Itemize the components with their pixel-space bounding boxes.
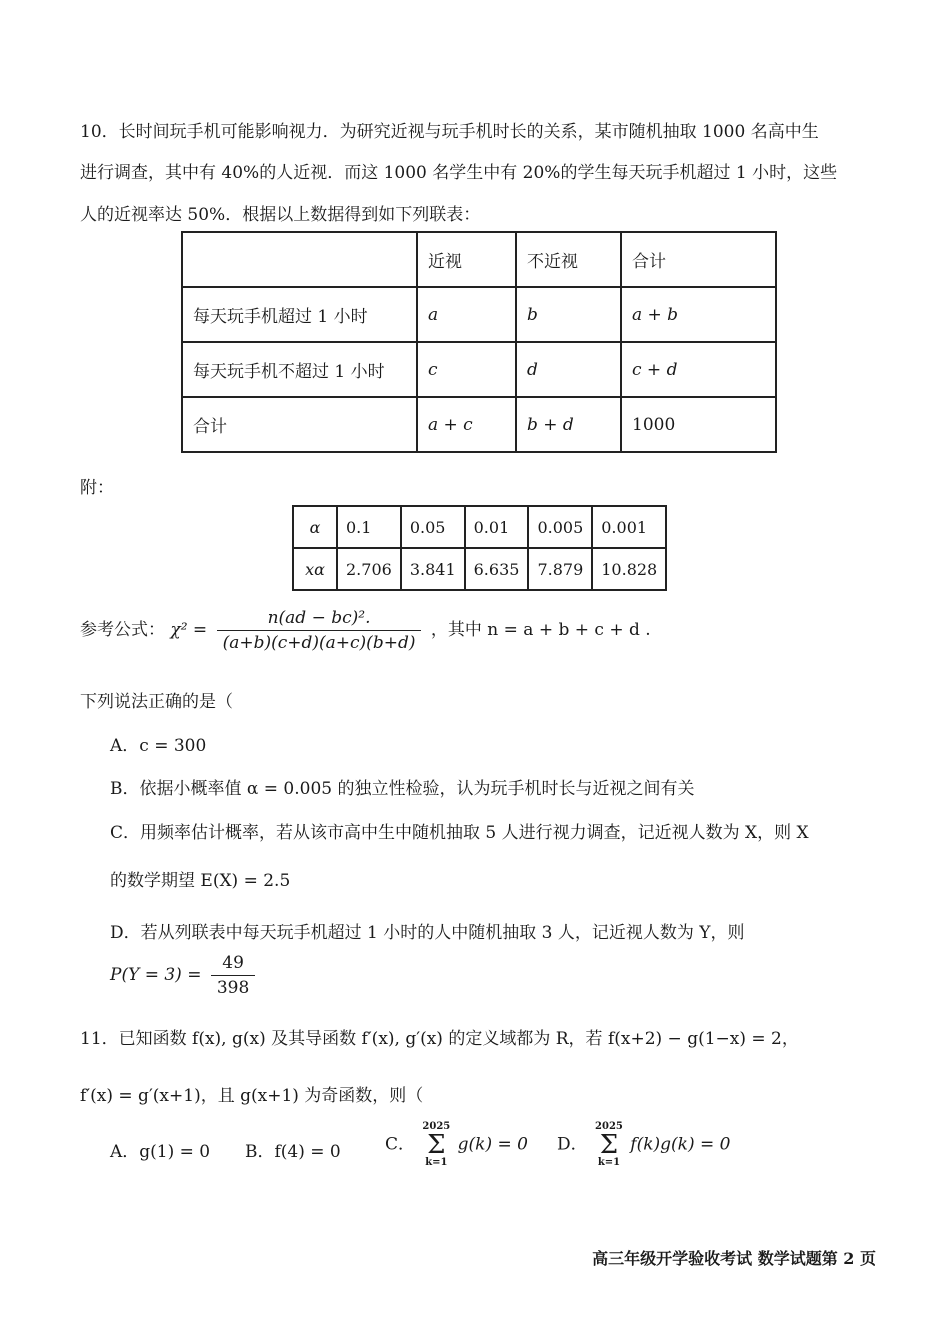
table-cell (182, 232, 417, 287)
formula-tail: ，其中 n = a + b + c + d . (430, 620, 651, 640)
q11-option-b: B．f(4) = 0 (245, 1142, 341, 1162)
table-cell: 0.05 (401, 506, 465, 548)
table-cell: 不近视 (516, 232, 621, 287)
q10-option-d-line-1: D．若从列联表中每天玩手机超过 1 小时的人中随机抽取 3 人，记近视人数为 Y，则 (110, 923, 745, 943)
table-cell: xα (293, 548, 337, 590)
table-row (182, 397, 776, 452)
table-cell: 10.828 (592, 548, 666, 590)
table-cell: c (417, 342, 516, 397)
q10-line-2: 进行调查，其中有 40%的人近视．而这 1000 名学生中有 20%的学生每天玩手机超过 1 小时，这些 (80, 163, 838, 183)
option-c-label: C． (385, 1134, 416, 1155)
probability-fraction (211, 953, 255, 998)
formula-lhs: χ² = (170, 620, 208, 640)
q11-option-c (385, 1122, 528, 1168)
table-cell: 7.879 (528, 548, 592, 590)
contingency-table (181, 231, 777, 453)
table-row (182, 287, 776, 342)
q10-line-1: 10．长时间玩手机可能影响视力．为研究近视与玩手机时长的关系，某市随机抽取 1000 名高中生 (80, 122, 819, 142)
table-cell: d (516, 342, 621, 397)
sum-upper-limit: 2025 (422, 1121, 451, 1132)
table-cell: b (516, 287, 621, 342)
table-cell: 2.706 (337, 548, 401, 590)
table-cell: 每天玩手机不超过 1 小时 (182, 342, 417, 397)
page-footer: 高三年级开学验收考试 数学试题第 2 页 (592, 1249, 876, 1268)
table-cell: 1000 (621, 397, 776, 452)
q10-option-a: A．c = 300 (110, 736, 207, 756)
q10-option-c-line-2: 的数学期望 E(X) = 2.5 (110, 871, 291, 891)
table-cell: 0.005 (528, 506, 592, 548)
appendix-label: 附： (80, 478, 114, 498)
formula-numerator: n(ad − bc)². (217, 608, 422, 631)
table-cell: 6.635 (465, 548, 529, 590)
sum-upper-limit: 2025 (595, 1121, 623, 1132)
option-c-expression: g(k) = 0 (457, 1134, 528, 1155)
option-d-expression: f(k)g(k) = 0 (630, 1134, 731, 1155)
formula-fraction (217, 608, 422, 653)
formula-denominator: (a+b)(c+d)(a+c)(b+d) (222, 633, 416, 653)
table-cell: α (293, 506, 337, 548)
table-cell: 合计 (621, 232, 776, 287)
sum-lower-limit: k=1 (597, 1157, 621, 1168)
table-cell: 每天玩手机超过 1 小时 (182, 287, 417, 342)
summation-symbol: 2025 Σ k=1 (595, 1121, 623, 1168)
option-d-label: D． (557, 1134, 588, 1155)
table-cell: 近视 (417, 232, 516, 287)
table-cell: 0.001 (592, 506, 666, 548)
critical-value-table (292, 505, 667, 591)
table-cell: b + d (516, 397, 621, 452)
q11-option-a: A．g(1) = 0 (110, 1142, 211, 1162)
q10-option-b: B．依据小概率值 α = 0.005 的独立性检验，认为玩手机时长与近视之间有关 (110, 779, 695, 799)
table-cell: a + c (417, 397, 516, 452)
table-row (182, 342, 776, 397)
reference-formula (80, 608, 651, 653)
probability-lhs: P(Y = 3) = (110, 965, 202, 985)
table-cell: 3.841 (401, 548, 465, 590)
table-row (293, 548, 666, 590)
probability-numerator: 49 (211, 953, 255, 976)
q10-option-d-line-2 (110, 953, 259, 998)
table-cell: 0.1 (337, 506, 401, 548)
q11-line-1: 11．已知函数 f(x), g(x) 及其导函数 f′(x), g′(x) 的定义域都为 R，若 f(x+2) − g(1−x) = 2， (80, 1029, 799, 1049)
summation-symbol: 2025 Σ k=1 (422, 1121, 451, 1168)
table-cell: 合计 (182, 397, 417, 452)
table-cell: a (417, 287, 516, 342)
sum-lower-limit: k=1 (425, 1157, 448, 1168)
q10-line-3: 人的近视率达 50%．根据以上数据得到如下列联表： (80, 205, 481, 225)
q11-line-2: f′(x) = g′(x+1)，且 g(x+1) 为奇函数，则（ (80, 1086, 424, 1106)
q10-prompt: 下列说法正确的是（ (80, 692, 233, 712)
table-cell: a + b (621, 287, 776, 342)
table-cell: 0.01 (465, 506, 529, 548)
formula-label: 参考公式： (80, 620, 165, 640)
probability-denominator: 398 (216, 978, 250, 998)
table-cell: c + d (621, 342, 776, 397)
table-row (182, 232, 776, 287)
q10-option-c-line-1: C．用频率估计概率，若从该市高中生中随机抽取 5 人进行视力调查，记近视人数为 X，则 X (110, 823, 809, 843)
table-row (293, 506, 666, 548)
q11-option-d (557, 1122, 730, 1168)
